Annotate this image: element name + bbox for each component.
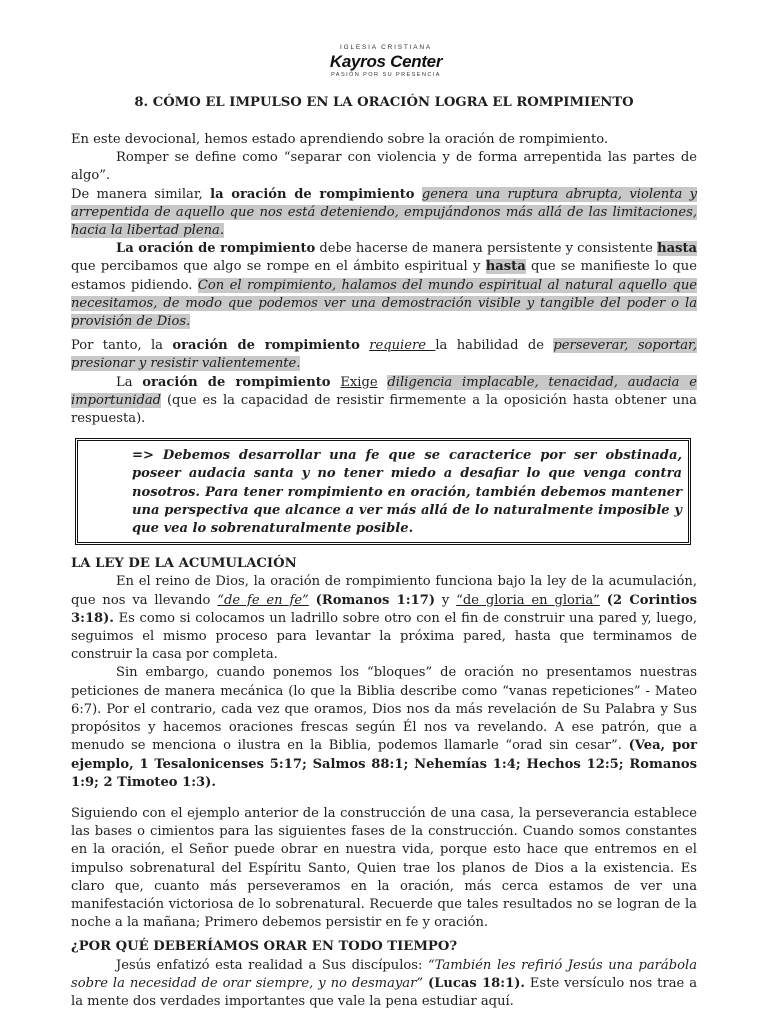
page-title: 8. CÓMO EL IMPULSO EN LA ORACIÓN LOGRA EL ROMPIMIENTO (134, 95, 634, 110)
text: Jesús enfatizó esta realidad a Sus discípulos: (116, 957, 428, 973)
callout-text: => Debemos desarrollar una fe que se caracterice por ser obstinada, poseer audacia santa y no tener miedo a desafiar lo que venga contra nosotros. Para tener rompimiento en oración, también debemos mantener una perspectiva que alcance a ver más allá de lo naturalmente imposible y que vea lo sobrenaturalmente posible. (132, 448, 682, 537)
bible-reference: (Romanos 1:17) (315, 592, 436, 608)
paragraph-definition: Romper se define como “separar con violencia y de forma arrepentida las partes de algo”. (71, 150, 697, 184)
text: debe hacerse de manera persistente y consistente (315, 241, 658, 257)
paragraph-jesus (71, 957, 697, 1012)
paragraph-intro: En este devocional, hemos estado aprendiendo sobre la oración de rompimiento. (71, 132, 609, 147)
paragraph-persistent (71, 240, 697, 331)
section-heading-why-pray: ¿POR QUÉ DEBERÍAMOS ORAR EN TODO TIEMPO? (71, 939, 458, 955)
bible-references: (Vea, por ejemplo, 1 Tesalonicenses 5:17; Salmos 88:1; Nehemías 1:4; Hechos 12:5; Romanos 1:9; 2 Timoteo 1:3). (71, 738, 697, 790)
text: Es como si colocamos un ladrillo sobre otro con el fin de construir una pared y, luego, seguimos el mismo proceso para levantar la próxima pared, hasta que terminamos de construir la casa por completa. (71, 610, 697, 663)
bold-term: La oración de rompimiento (116, 241, 316, 257)
highlighted-text: genera una ruptura abrupta, violenta y arrepentida de aquello que nos está deteniendo, empujándonos más allá de las limitaciones, hacia la libertad plena. (71, 186, 697, 239)
text: que se manifieste lo que estamos pidiendo. (71, 259, 697, 293)
highlighted-word: hasta (485, 259, 526, 275)
document-body (71, 94, 697, 1011)
quote: “También les refirió Jesús una parábola sobre la necesidad de orar siempre, y no desmayar” (71, 957, 697, 991)
underlined-word: requiere (369, 338, 436, 354)
text: En el reino de Dios, la oración de rompimiento funciona bajo la ley de la acumulación, que nos va llevando (71, 574, 697, 608)
paragraph-requires (71, 337, 697, 373)
text: La (116, 374, 143, 390)
text: De manera similar, (71, 186, 211, 202)
underlined-word: Exige (340, 374, 378, 390)
quote: “de fe en fe” (217, 592, 309, 608)
callout-box (75, 438, 691, 545)
logo-tagline: PASIÓN POR SU PRESENCIA (331, 72, 441, 78)
text: que percibamos que algo se rompe en el ámbito espiritual y (71, 259, 486, 275)
paragraph-kingdom (71, 573, 697, 664)
bold-term: oración de rompimiento (142, 374, 331, 390)
bold-term: oración de rompimiento (172, 338, 360, 354)
section-heading-accumulation: LA LEY DE LA ACUMULACIÓN (71, 556, 297, 572)
bible-reference: (2 Corintios 3:18). (71, 592, 697, 626)
text: Este versículo nos trae a la mente dos verdades importantes que vale la pena estudiar aquí. (71, 975, 697, 1009)
text: la habilidad de (435, 338, 554, 354)
highlighted-text: Con el rompimiento, halamos del mundo espiritual al natural aquello que necesitamos, de modo que podemos ver una demostración visible y tangible del poder o la provisión de Dios. (71, 277, 697, 330)
text: Por tanto, la (71, 338, 173, 354)
paragraph-blocks (71, 664, 697, 791)
logo-brand: Kayros Center (329, 52, 443, 71)
text: (que es la capacidad de resistir firmemente a la oposición hasta obtener una respuesta). (71, 392, 697, 427)
quote: “de gloria en gloria” (456, 592, 600, 608)
paragraph-perseverance: Siguiendo con el ejemplo anterior de la construcción de una casa, la perseverancia establece las bases o cimientos para las siguientes fases de la construcción. Cuando somos constantes en la oración, el Señor puede obrar en nuestra vida, porque esto hace que entremos en el impulso sobrenatural del Espíritu Santo, Quien trae los planos de Dios a la existencia. Es claro que, cuanto más perseveramos en la oración, más cerca estamos de ver una manifestación victoriosa de lo sobrenatural. Recuerde que tales resultados no se logran de la noche a la mañana; Primero debemos persistir en fe y oración. (71, 805, 697, 931)
logo-org: IGLESIA CRISTIANA (339, 44, 432, 51)
church-logo (323, 44, 449, 94)
text: y (435, 592, 457, 608)
highlighted-word: hasta (657, 241, 697, 257)
text: Sin embargo, cuando ponemos los “bloques” de oración no presentamos nuestras peticiones de manera mecánica (lo que la Biblia describe como “vanas repeticiones” - Mateo 6:7). Por el contrario, cada vez que oramos, Dios nos da más revelación de Su Palabra y Sus propósitos y hacemos oraciones frescas según Él nos va revelando. A ese patrón, que a menudo se menciona o ilustra en la Biblia, podemos llamarle “orad sin cesar”. (71, 665, 697, 754)
paragraph-demands (71, 374, 697, 429)
highlighted-text: perseverar, soportar, presionar y resistir valientemente. (71, 338, 697, 372)
bold-term: la oración de rompimiento (210, 186, 415, 202)
highlighted-text: diligencia implacable, tenacidad, audacia e importunidad (71, 374, 697, 408)
bible-reference: (Lucas 18:1). (428, 975, 525, 991)
paragraph-similar (71, 186, 697, 241)
